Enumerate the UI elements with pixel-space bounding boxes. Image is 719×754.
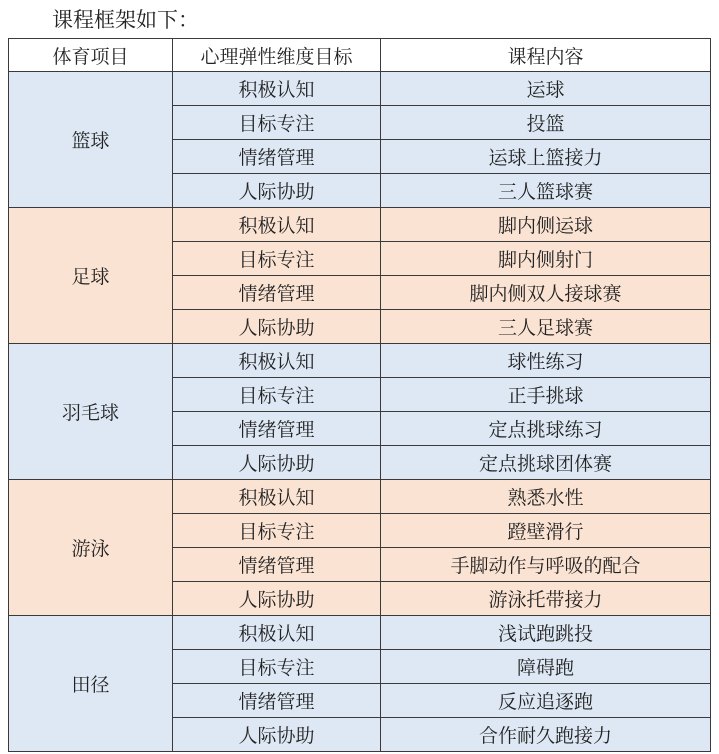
course-table [8, 38, 711, 752]
content-cell: 三人足球赛 [381, 310, 711, 344]
dimension-cell: 积极认知 [173, 344, 381, 378]
sport-cell: 篮球 [9, 72, 173, 208]
dimension-cell: 目标专注 [173, 514, 381, 548]
dimension-cell: 积极认知 [173, 480, 381, 514]
dimension-cell: 目标专注 [173, 106, 381, 140]
dimension-cell: 积极认知 [173, 616, 381, 650]
dimension-cell: 目标专注 [173, 242, 381, 276]
content-cell: 投篮 [381, 106, 711, 140]
dimension-cell: 情绪管理 [173, 684, 381, 718]
dimension-cell: 情绪管理 [173, 548, 381, 582]
caption: 课程框架如下： [52, 8, 199, 32]
dimension-cell: 人际协助 [173, 718, 381, 752]
content-cell: 脚内侧射门 [381, 242, 711, 276]
content-cell: 三人篮球赛 [381, 174, 711, 208]
header-sport: 体育项目 [9, 39, 173, 72]
dimension-cell: 情绪管理 [173, 412, 381, 446]
sport-cell: 足球 [9, 208, 173, 344]
table-row [9, 344, 711, 378]
content-cell: 脚内侧双人接球赛 [381, 276, 711, 310]
dimension-cell: 积极认知 [173, 208, 381, 242]
content-cell: 合作耐久跑接力 [381, 718, 711, 752]
sport-cell: 游泳 [9, 480, 173, 616]
content-cell: 定点挑球团体赛 [381, 446, 711, 480]
dimension-cell: 目标专注 [173, 650, 381, 684]
content-cell: 蹬壁滑行 [381, 514, 711, 548]
content-cell: 浅试跑跳投 [381, 616, 711, 650]
content-cell: 脚内侧运球 [381, 208, 711, 242]
content-cell: 运球上篮接力 [381, 140, 711, 174]
dimension-cell: 人际协助 [173, 582, 381, 616]
table-body [9, 72, 711, 752]
header-row [9, 39, 711, 72]
content-cell: 球性练习 [381, 344, 711, 378]
table-row [9, 480, 711, 514]
dimension-cell: 情绪管理 [173, 276, 381, 310]
dimension-cell: 人际协助 [173, 174, 381, 208]
header-content: 课程内容 [381, 39, 711, 72]
table-row [9, 616, 711, 650]
dimension-cell: 情绪管理 [173, 140, 381, 174]
dimension-cell: 人际协助 [173, 310, 381, 344]
sport-cell: 田径 [9, 616, 173, 752]
content-cell: 手脚动作与呼吸的配合 [381, 548, 711, 582]
dimension-cell: 积极认知 [173, 72, 381, 106]
content-cell: 正手挑球 [381, 378, 711, 412]
content-cell: 定点挑球练习 [381, 412, 711, 446]
header-dimension: 心理弹性维度目标 [173, 39, 381, 72]
content-cell: 熟悉水性 [381, 480, 711, 514]
table-row [9, 72, 711, 106]
table-row [9, 208, 711, 242]
sport-cell: 羽毛球 [9, 344, 173, 480]
dimension-cell: 目标专注 [173, 378, 381, 412]
content-cell: 游泳托带接力 [381, 582, 711, 616]
content-cell: 障碍跑 [381, 650, 711, 684]
content-cell: 反应追逐跑 [381, 684, 711, 718]
content-cell: 运球 [381, 72, 711, 106]
dimension-cell: 人际协助 [173, 446, 381, 480]
